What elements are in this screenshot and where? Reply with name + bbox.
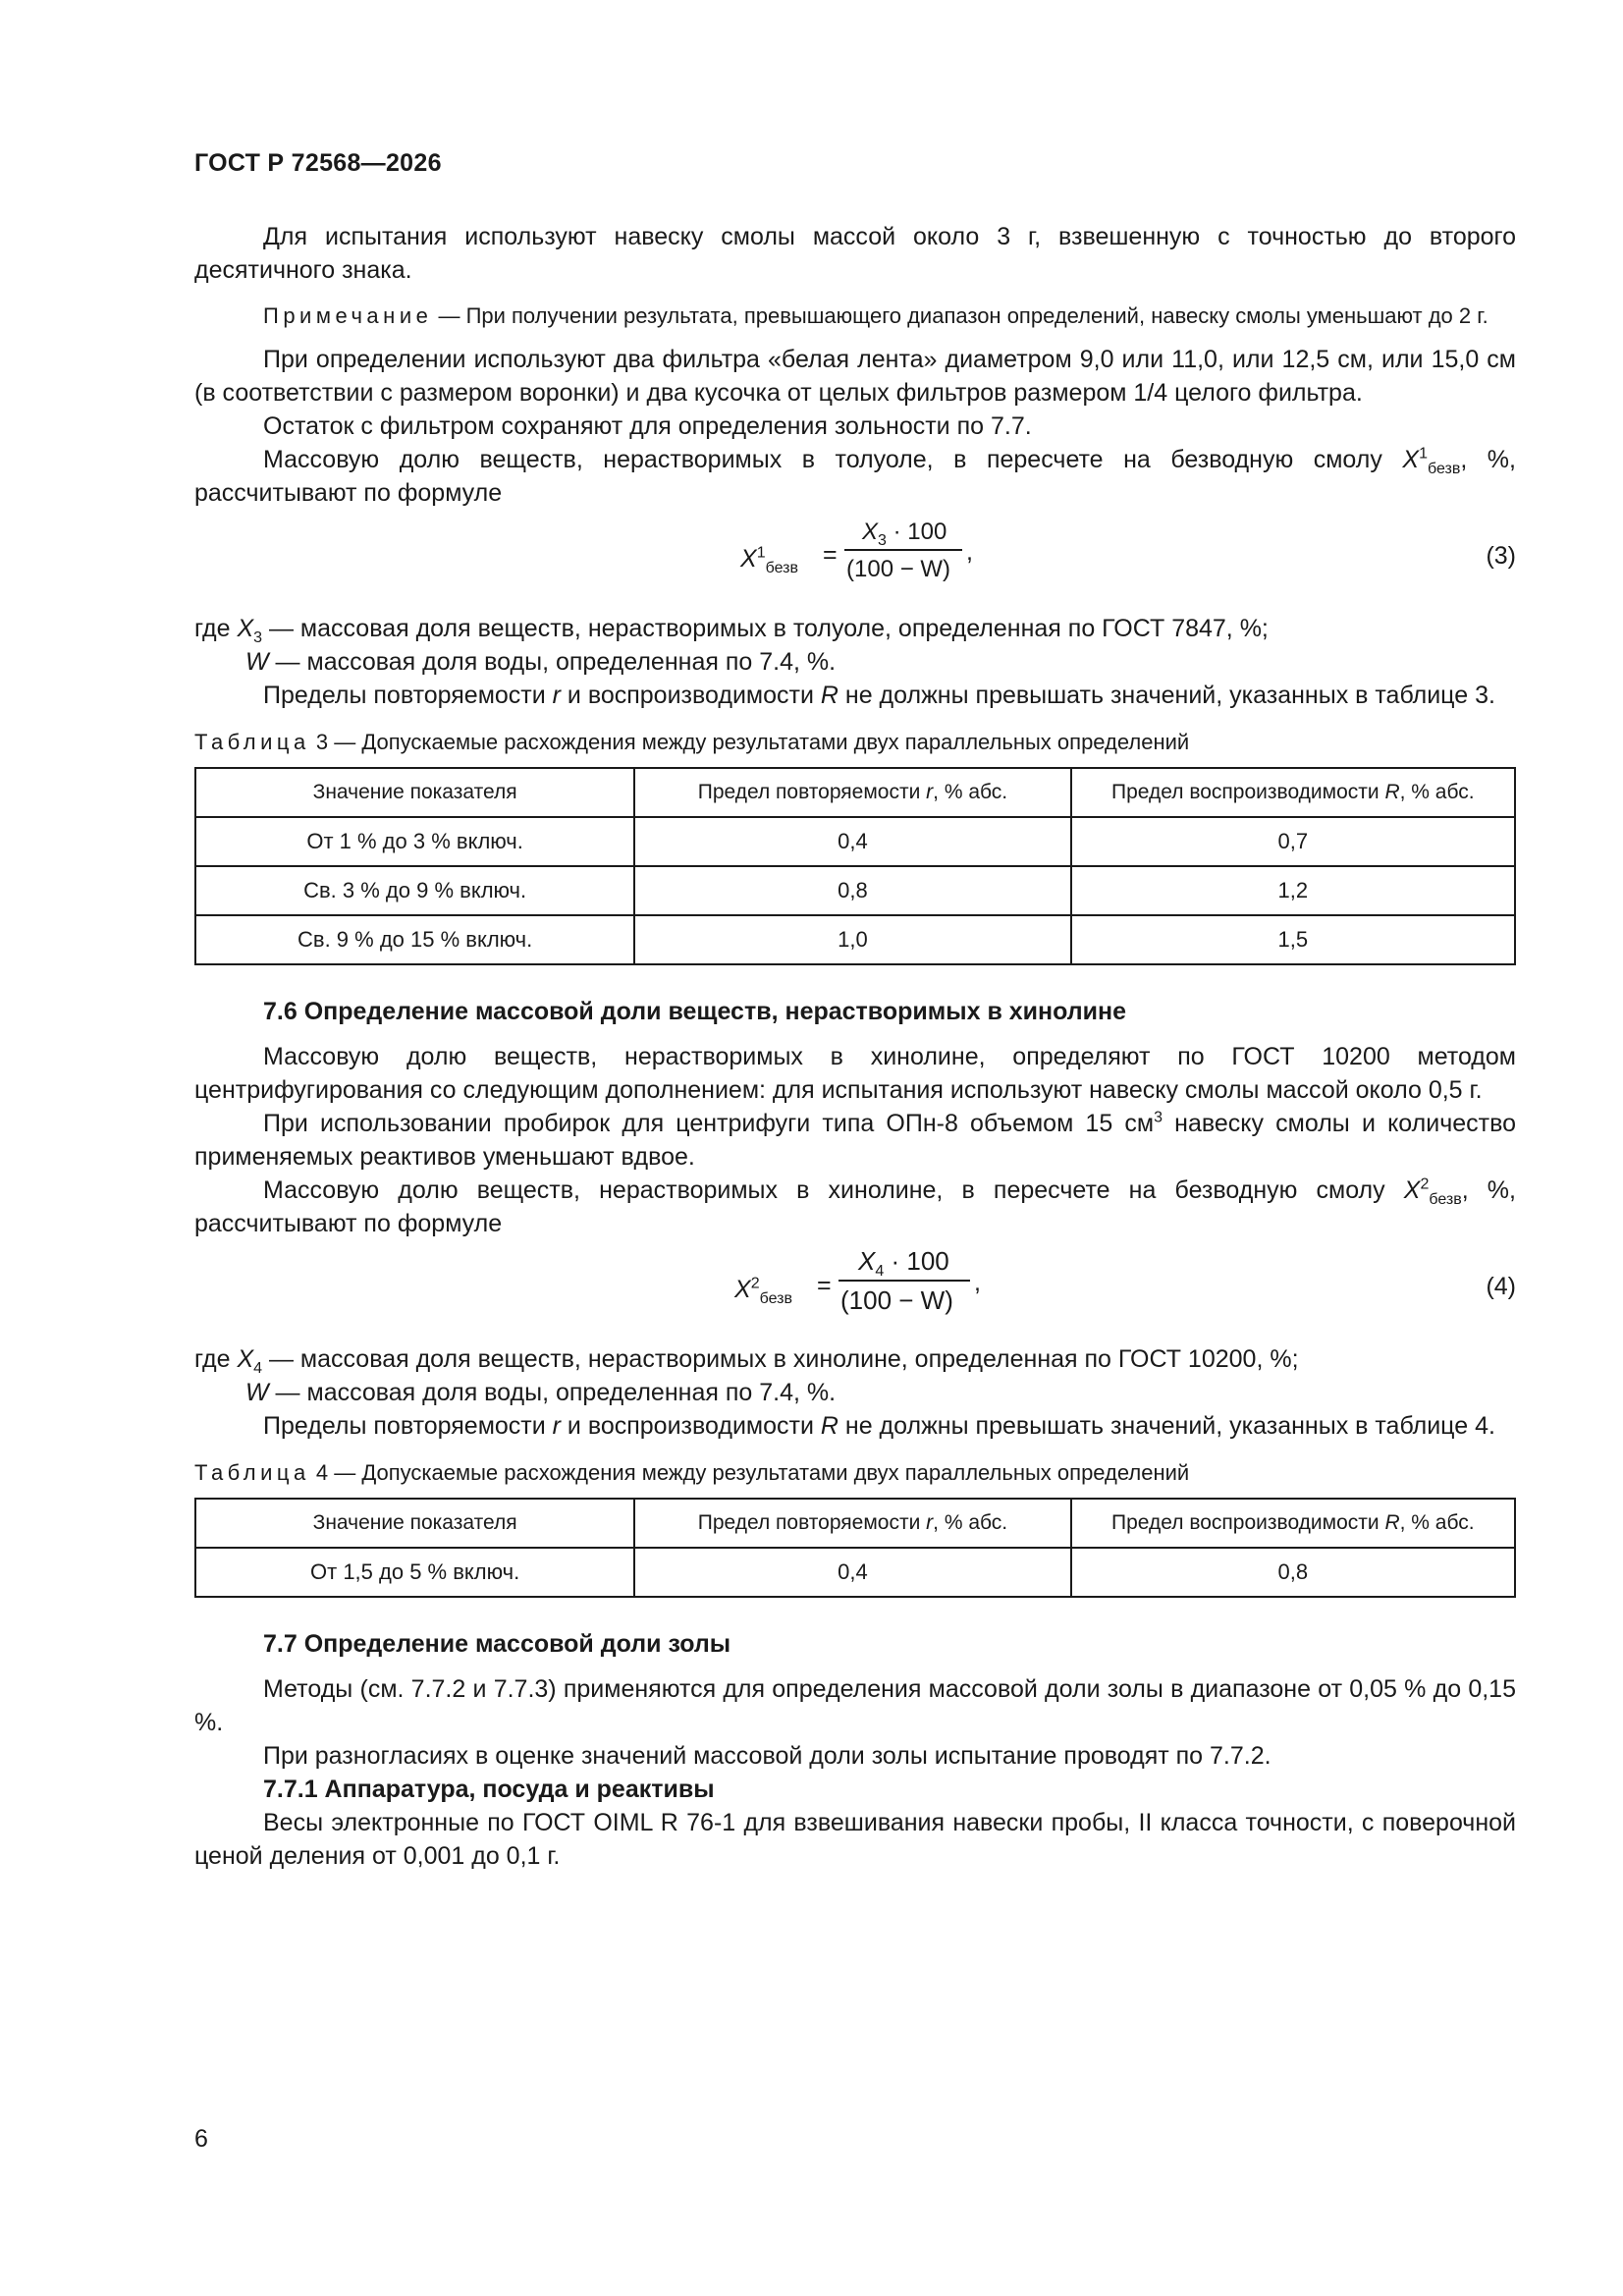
paragraph-ash-methods: Методы (см. 7.7.2 и 7.7.3) применяются для определения массовой доли золы в диапазоне от 0,05 % до 0,15 %. [194,1675,1516,1736]
paragraph-limits-table3: Пределы повторяемости r и воспроизводимости R не должны превышать значений, указанных в таблице 3. [263,682,1495,709]
table-header-cell: Значение показателя [195,768,634,817]
table-cell: 1,2 [1071,866,1515,915]
formula3-fraction-bar [844,549,962,551]
formula-3 [194,510,1516,612]
where-x4: где $X_4$ — массовая доля веществ, нерастворимых в хинолине, определенная по ГОСТ 10200, %; [194,1345,1299,1377]
note-text: — При получении результата, превышающего диапазон определений, навеску смолы уменьшают до 2 г. [432,303,1488,328]
table-row [195,915,1515,964]
note [194,301,1516,331]
table-header-cell: Предел воспроизводимости R, % абс. [1071,1499,1515,1548]
table-cell: 0,4 [634,817,1070,866]
formula4-denominator: (100 − W) [840,1285,953,1315]
note-label: Примечание [263,303,433,328]
formula4-number: (4) [1486,1273,1516,1300]
formula3-comma: , [966,538,973,566]
paragraph-sample-mass: Для испытания используют навеску смолы массой около 3 г, взвешенную с точностью до второго десятичного знака. [194,223,1516,284]
table-row [195,866,1515,915]
table-header-row [195,1499,1515,1548]
table-header-cell: Предел повторяемости r, % абс. [634,1499,1070,1548]
section-heading-7-7: 7.7 Определение массовой доли золы [263,1630,731,1658]
table-3 [194,767,1516,965]
formula3-equals: = [823,541,838,569]
formula4-lhs: $X^2_{безв}$ [734,1275,792,1307]
paragraph-ash-disputes: При разногласиях в оценке значений массовой доли золы испытание проводят по 7.7.2. [263,1742,1271,1770]
paragraph-filters: При определении используют два фильтра «белая лента» диаметром 9,0 или 11,0, или 12,5 см, или 15,0 см (в соответствии с размером воронки) и два кусочка от целых фильтров размером 1/4 целого фильтра. [194,346,1516,407]
where-x3: где $X_3$ — массовая доля веществ, нерастворимых в толуоле, определенная по ГОСТ 7847, %; [194,615,1269,646]
document-header: ГОСТ Р 72568—2026 [194,149,442,177]
formula4-fraction-bar [839,1280,970,1282]
table-row [195,817,1515,866]
paragraph-formula3-intro: Массовую долю веществ, нерастворимых в толуоле, в пересчете на безводную смолу $X^1_{безв}$, %, рассчитывают по формуле [194,445,1516,507]
where-w: W — массовая доля воды, определенная по 7.4, %. [245,648,837,676]
document-body [194,220,1516,1873]
where-w-2: W — массовая доля воды, определенная по 7.4, %. [245,1379,837,1406]
formula3-lhs: $X^1_{безв}$ [740,544,798,576]
section-heading-7-6: 7.6 Определение массовой доли веществ, нерастворимых в хинолине [263,998,1127,1025]
formula4-numerator: $X_4 \cdot 100$ [858,1246,949,1281]
table-header-cell: Значение показателя [195,1499,634,1548]
paragraph-residue: Остаток с фильтром сохраняют для определения зольности по 7.7. [263,412,1032,440]
table-cell: Св. 9 % до 15 % включ. [195,915,634,964]
table-header-cell: Предел воспроизводимости R, % абс. [1071,768,1515,817]
table-row [195,1548,1515,1597]
table-cell: 1,5 [1071,915,1515,964]
table-cell: 0,8 [634,866,1070,915]
table-cell: От 1 % до 3 % включ. [195,817,634,866]
table-cell: От 1,5 до 5 % включ. [195,1548,634,1597]
paragraph-formula4-intro: Массовую долю веществ, нерастворимых в хинолине, в пересчете на безводную смолу $X^2_{безв}$, %, рассчитывают по формуле [194,1175,1516,1237]
table4-caption: Таблица 4 — Допускаемые расхождения между результатами двух параллельных определений [194,1460,1190,1485]
paragraph-quinoline-method: Массовую долю веществ, нерастворимых в хинолине, определяют по ГОСТ 10200 методом центрифугирования со следующим дополнением: для испытания используют навеску смолы массой около 0,5 г. [194,1043,1516,1104]
formula3-numerator: $X_3 \cdot 100$ [862,519,947,549]
table-cell: Св. 3 % до 9 % включ. [195,866,634,915]
table-cell: 0,8 [1071,1548,1515,1597]
formula3-denominator: (100 − W) [846,556,951,582]
table-header-cell: Предел повторяемости r, % абс. [634,768,1070,817]
table-header-row [195,768,1515,817]
table-cell: 0,7 [1071,817,1515,866]
paragraph-tubes: При использовании пробирок для центрифуги типа ОПн-8 объемом 15 $см^3$ навеску смолы и количество применяемых реактивов уменьшают вдвое. [194,1109,1516,1171]
paragraph-scales: Весы электронные по ГОСТ OIML R 76-1 для взвешивания навески пробы, II класса точности, с поверочной ценой деления от 0,001 до 0,1 г. [194,1809,1516,1870]
table-cell: 1,0 [634,915,1070,964]
formula4-equals: = [817,1272,832,1299]
table-cell: 0,4 [634,1548,1070,1597]
page-number: 6 [194,2125,208,2153]
table3-caption: Таблица 3 — Допускаемые расхождения между результатами двух параллельных определений [194,730,1190,754]
table-4 [194,1498,1516,1598]
paragraph-limits-table4: Пределы повторяемости r и воспроизводимости R не должны превышать значений, указанных в таблице 4. [263,1412,1495,1440]
formula4-comma: , [974,1269,981,1296]
formula-4 [194,1240,1516,1342]
formula3-number: (3) [1486,542,1516,570]
section-heading-7-7-1: 7.7.1 Аппаратура, посуда и реактивы [263,1776,715,1803]
